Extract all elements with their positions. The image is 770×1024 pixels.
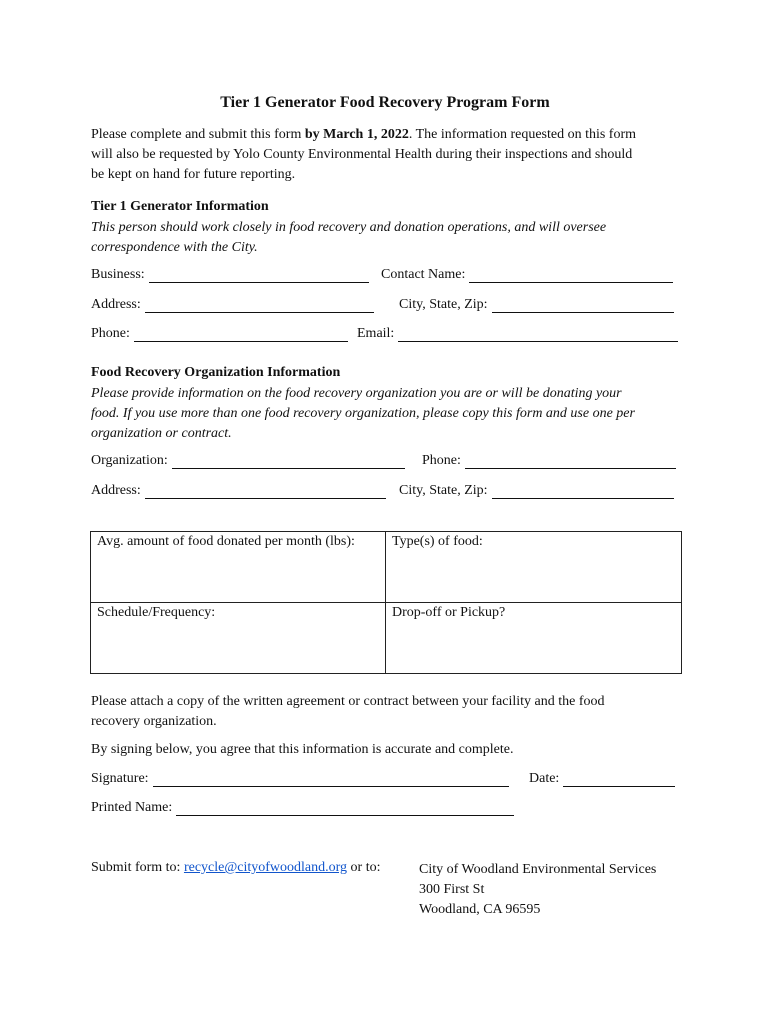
submit-email-link[interactable]: recycle@cityofwoodland.org (183, 860, 348, 875)
intro-text: Please complete and submit this form (91, 127, 305, 142)
generator-desc-line-2: correspondence with the City. (91, 240, 258, 255)
printed-name-label: Printed Name: (91, 800, 173, 815)
intro-paragraph (91, 125, 691, 185)
food-types-cell[interactable] (386, 532, 682, 603)
page-title: Tier 1 Generator Food Recovery Program Form (220, 94, 550, 111)
org-desc-line-2: food. If you use more than one food recovery organization, please copy this form and use one per (91, 406, 635, 421)
table-row (91, 532, 682, 603)
organization-label: Organization: (91, 453, 168, 468)
phone-field[interactable] (91, 326, 348, 342)
org-address-input-line[interactable] (145, 484, 386, 499)
organization-heading: Food Recovery Organization Information (91, 365, 341, 380)
email-input-line[interactable] (398, 327, 678, 342)
food-types-label: Type(s) of food: (392, 534, 483, 549)
printed-name-input-line[interactable] (176, 801, 514, 816)
city-state-zip-field[interactable] (399, 297, 674, 313)
submit-instructions (91, 860, 380, 876)
organization-description (91, 384, 691, 444)
signature-input-line[interactable] (153, 772, 509, 787)
org-desc-line-1: Please provide information on the food recovery organization you are or will be donating your (91, 386, 622, 401)
org-city-state-zip-field[interactable] (399, 483, 674, 499)
business-input-line[interactable] (149, 268, 369, 283)
date-label: Date: (529, 771, 560, 786)
org-city-state-zip-label: City, State, Zip: (399, 483, 488, 498)
contact-name-input-line[interactable] (469, 268, 673, 283)
generator-description (91, 218, 691, 258)
date-field[interactable] (529, 771, 675, 787)
deadline-text: by March 1, 2022 (304, 127, 409, 142)
submit-label: Submit form to: (91, 860, 184, 875)
address-line-1: City of Woodland Environmental Services (419, 862, 657, 877)
dropoff-pickup-label: Drop-off or Pickup? (392, 605, 506, 620)
city-state-zip-label: City, State, Zip: (399, 297, 488, 312)
address-line-2: 300 First St (419, 882, 485, 897)
address-field[interactable] (91, 297, 374, 313)
contact-name-label: Contact Name: (381, 267, 466, 282)
phone-input-line[interactable] (134, 327, 348, 342)
schedule-cell[interactable] (91, 603, 386, 674)
org-address-label: Address: (91, 483, 141, 498)
schedule-label: Schedule/Frequency: (97, 605, 216, 620)
attach-paragraph (91, 692, 691, 732)
intro-text-cont: . The information requested on this form (408, 127, 637, 142)
org-phone-input-line[interactable] (465, 454, 676, 469)
avg-amount-cell[interactable] (91, 532, 386, 603)
generator-desc-line-1: This person should work closely in food recovery and donation operations, and will oversee (91, 220, 607, 235)
dropoff-pickup-cell[interactable] (386, 603, 682, 674)
donation-details-table (90, 531, 682, 674)
attach-line-1: Please attach a copy of the written agreement or contract between your facility and the food (91, 694, 605, 709)
date-input-line[interactable] (563, 772, 675, 787)
address-input-line[interactable] (145, 298, 374, 313)
printed-name-field[interactable] (91, 800, 514, 816)
organization-input-line[interactable] (172, 454, 405, 469)
org-city-state-zip-input-line[interactable] (492, 484, 674, 499)
address-label: Address: (91, 297, 141, 312)
generator-heading: Tier 1 Generator Information (91, 199, 269, 214)
business-field[interactable] (91, 267, 369, 283)
contact-name-field[interactable] (381, 267, 673, 283)
mailing-address (419, 860, 656, 920)
organization-field[interactable] (91, 453, 405, 469)
email-label: Email: (357, 326, 395, 341)
address-line-3: Woodland, CA 96595 (419, 902, 541, 917)
phone-label: Phone: (91, 326, 130, 341)
email-field[interactable] (357, 326, 678, 342)
avg-amount-label: Avg. amount of food donated per month (lbs): (97, 534, 355, 549)
org-phone-field[interactable] (422, 453, 676, 469)
city-state-zip-input-line[interactable] (492, 298, 674, 313)
org-address-field[interactable] (91, 483, 386, 499)
attach-line-2: recovery organization. (91, 714, 217, 729)
table-row (91, 603, 682, 674)
org-desc-line-3: organization or contract. (91, 426, 232, 441)
business-label: Business: (91, 267, 145, 282)
agreement-text: By signing below, you agree that this information is accurate and complete. (91, 742, 514, 757)
org-phone-label: Phone: (422, 453, 461, 468)
intro-line-2: will also be requested by Yolo County Environmental Health during their inspections and should (91, 147, 633, 162)
signature-label: Signature: (91, 771, 149, 786)
intro-line-3: be kept on hand for future reporting. (91, 167, 296, 182)
signature-field[interactable] (91, 771, 509, 787)
submit-or-text: or to: (347, 860, 381, 875)
